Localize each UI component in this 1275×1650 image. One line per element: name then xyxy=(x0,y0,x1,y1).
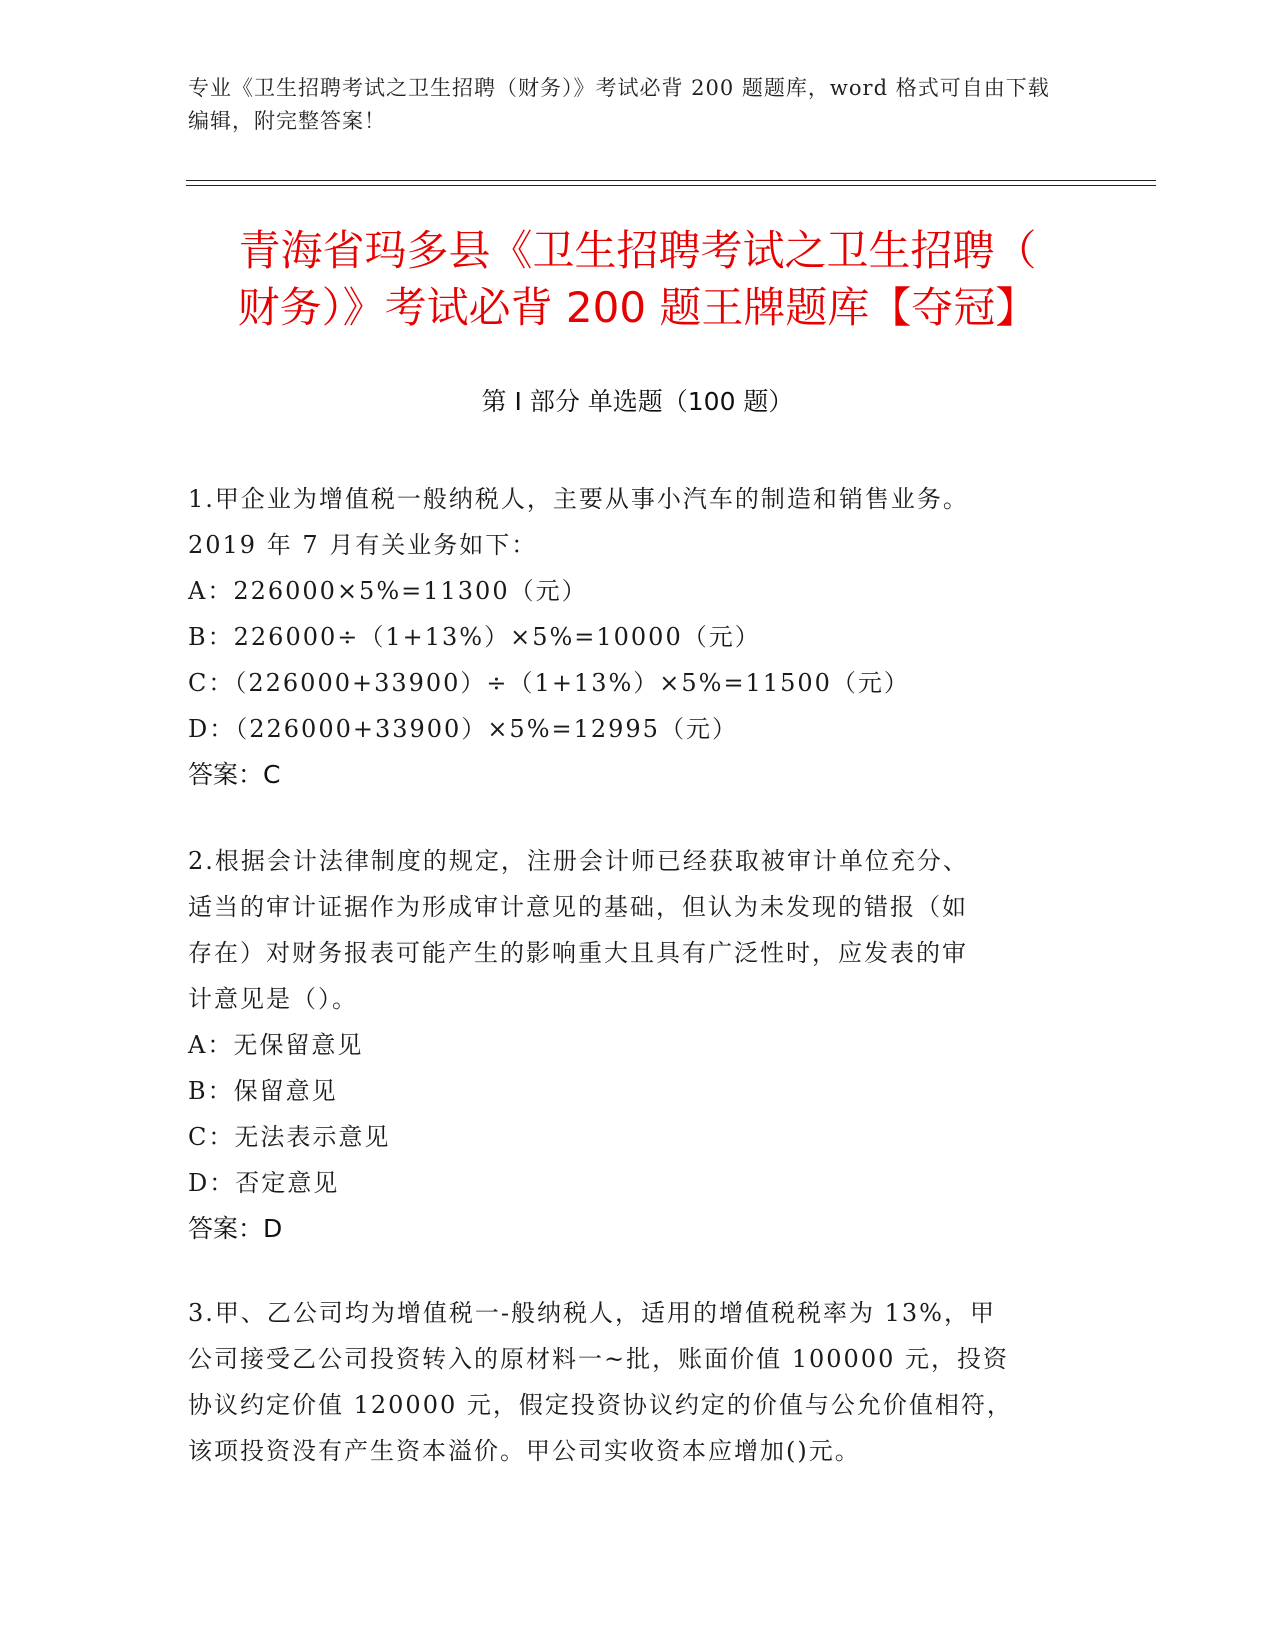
question-1 xyxy=(188,476,1068,798)
question-2-stem-line: 存在）对财务报表可能产生的影响重大且具有广泛性时，应发表的审 xyxy=(188,939,968,967)
question-3-stem-line: 该项投资没有产生资本溢价。甲公司实收资本应增加()元。 xyxy=(188,1437,861,1465)
question-2-option-a: A：无保留意见 xyxy=(188,1031,364,1059)
question-2-stem-line: 2.根据会计法律制度的规定，注册会计师已经获取被审计单位充分、 xyxy=(188,847,969,875)
question-2-stem-line: 计意见是（）。 xyxy=(188,985,358,1013)
question-2-stem-line: 适当的审计证据作为形成审计意见的基础，但认为未发现的错报（如 xyxy=(188,893,968,921)
question-2-stem xyxy=(188,838,1068,1022)
question-1-option-b: B：226000÷（1+13%）×5%=10000（元） xyxy=(188,623,761,651)
question-2-answer: 答案：D xyxy=(188,1214,283,1243)
question-1-stem-line: 1.甲企业为增值税一般纳税人，主要从事小汽车的制造和销售业务。 xyxy=(188,485,969,513)
question-2 xyxy=(188,838,1068,1252)
question-2-option-d: D：否定意见 xyxy=(188,1169,340,1197)
document-title-line-2: 财务）》考试必背 200 题王牌题库【夺冠】 xyxy=(237,283,1038,332)
header-divider-bottom xyxy=(186,185,1156,186)
question-2-option-c: C：无法表示意见 xyxy=(188,1123,391,1151)
header-divider-top xyxy=(186,180,1156,181)
question-3-stem-line: 公司接受乙公司投资转入的原材料一~批，账面价值 100000 元，投资 xyxy=(188,1345,1009,1373)
question-1-stem xyxy=(188,476,1068,568)
section-title: 第 I 部分 单选题（100 题） xyxy=(481,387,794,416)
question-3 xyxy=(188,1290,1068,1474)
question-1-option-a: A：226000×5%=11300（元） xyxy=(188,577,588,605)
question-1-stem-line: 2019 年 7 月有关业务如下： xyxy=(188,531,538,559)
document-title xyxy=(150,222,1125,336)
question-3-stem-line: 协议约定价值 120000 元，假定投资协议约定的价值与公允价值相符， xyxy=(188,1391,1013,1419)
question-1-answer: 答案：C xyxy=(188,760,281,789)
question-3-stem-line: 3.甲、乙公司均为增值税一-般纳税人，适用的增值税税率为 13%，甲 xyxy=(188,1299,996,1327)
question-1-option-d: D：（226000+33900）×5%=12995（元） xyxy=(188,715,738,743)
question-1-option-c: C：（226000+33900）÷（1+13%）×5%=11500（元） xyxy=(188,669,910,697)
question-2-option-b: B：保留意见 xyxy=(188,1077,338,1105)
question-3-stem xyxy=(188,1290,1068,1474)
header-note: 专业《卫生招聘考试之卫生招聘（财务）》考试必背 200 题题库，word 格式可自由下载编辑，附完整答案！ xyxy=(188,76,1050,133)
document-title-line-1: 青海省玛多县《卫生招聘考试之卫生招聘（ xyxy=(238,226,1037,275)
